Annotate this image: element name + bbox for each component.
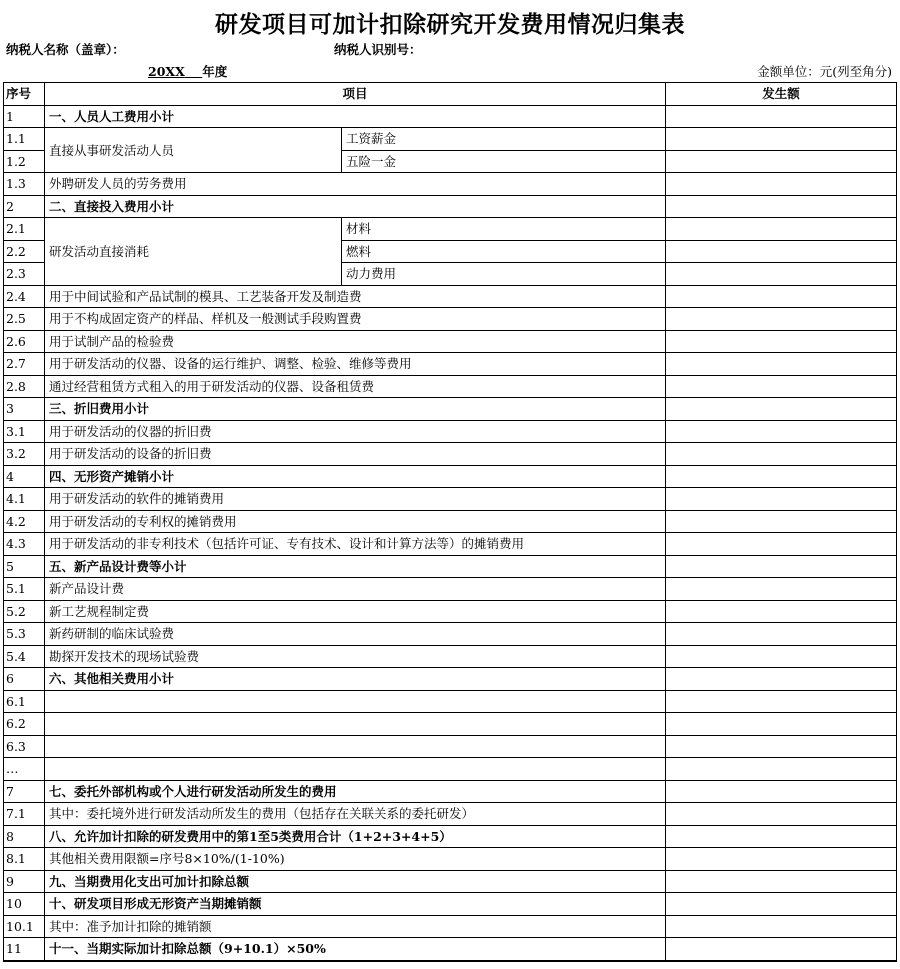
row-item-label xyxy=(45,735,666,758)
row-amount-cell[interactable] xyxy=(666,938,897,961)
row-number: 6 xyxy=(4,668,45,691)
table-row xyxy=(4,915,897,938)
table-row xyxy=(4,398,897,421)
row-number: 10 xyxy=(4,893,45,916)
row-amount-cell[interactable] xyxy=(666,713,897,736)
row-number: 2.6 xyxy=(4,330,45,353)
row-item-label: 新产品设计费 xyxy=(45,578,666,601)
row-amount-cell[interactable] xyxy=(666,510,897,533)
table-row xyxy=(4,645,897,668)
row-item-label: 十一、当期实际加计扣除总额（9+10.1）×50% xyxy=(45,938,666,961)
row-number: 1.3 xyxy=(4,173,45,196)
row-item-label: 用于研发活动的仪器、设备的运行维护、调整、检验、维修等费用 xyxy=(45,353,666,376)
table-row xyxy=(4,533,897,556)
row-sub-label: 五险一金 xyxy=(342,150,666,173)
row-item-label: 九、当期费用化支出可加计扣除总额 xyxy=(45,870,666,893)
form-title: 研发项目可加计扣除研究开发费用情况归集表 xyxy=(215,11,685,38)
row-amount-cell[interactable] xyxy=(666,308,897,331)
row-number: 1.1 xyxy=(4,128,45,151)
table-row xyxy=(4,285,897,308)
row-number: 11 xyxy=(4,938,45,961)
row-amount-cell[interactable] xyxy=(666,780,897,803)
table-row xyxy=(4,848,897,871)
row-amount-cell[interactable] xyxy=(666,195,897,218)
row-item-label: 其中：委托境外进行研发活动所发生的费用（包括存在关联关系的委托研发） xyxy=(45,803,666,826)
row-number: 2.7 xyxy=(4,353,45,376)
row-sub-label: 燃料 xyxy=(342,240,666,263)
table-row xyxy=(4,488,897,511)
row-number: 6.1 xyxy=(4,690,45,713)
row-amount-cell[interactable] xyxy=(666,375,897,398)
table-row xyxy=(4,555,897,578)
table-row xyxy=(4,195,897,218)
row-amount-cell[interactable] xyxy=(666,758,897,781)
row-number: 2.5 xyxy=(4,308,45,331)
row-item-label: 勘探开发技术的现场试验费 xyxy=(45,645,666,668)
row-amount-cell[interactable] xyxy=(666,848,897,871)
row-group-label: 直接从事研发活动人员 xyxy=(45,128,342,173)
row-item-label: 七、委托外部机构或个人进行研发活动所发生的费用 xyxy=(45,780,666,803)
row-amount-cell[interactable] xyxy=(666,645,897,668)
row-item-label: 四、无形资产摊销小计 xyxy=(45,465,666,488)
row-number: 4 xyxy=(4,465,45,488)
row-amount-cell[interactable] xyxy=(666,488,897,511)
table-row xyxy=(4,758,897,781)
row-number: 7.1 xyxy=(4,803,45,826)
row-item-label: 新药研制的临床试验费 xyxy=(45,623,666,646)
tax-year-suffix: 年度 xyxy=(202,64,228,79)
table-header-row xyxy=(4,83,897,106)
row-amount-cell[interactable] xyxy=(666,668,897,691)
row-number: 8.1 xyxy=(4,848,45,871)
row-item-label: 五、新产品设计费等小计 xyxy=(45,555,666,578)
row-item-label: 新工艺规程制定费 xyxy=(45,600,666,623)
table-row xyxy=(4,465,897,488)
row-number: 2.4 xyxy=(4,285,45,308)
row-item-label: 用于研发活动的软件的摊销费用 xyxy=(45,488,666,511)
row-amount-cell[interactable] xyxy=(666,263,897,286)
row-number: 8 xyxy=(4,825,45,848)
row-item-label: 外聘研发人员的劳务费用 xyxy=(45,173,666,196)
row-number: 3.1 xyxy=(4,420,45,443)
table-row xyxy=(4,443,897,466)
row-amount-cell[interactable] xyxy=(666,915,897,938)
row-amount-cell[interactable] xyxy=(666,150,897,173)
table-row xyxy=(4,218,897,241)
tax-year-value: 20XX xyxy=(148,64,185,79)
row-item-label: 三、折旧费用小计 xyxy=(45,398,666,421)
row-amount-cell[interactable] xyxy=(666,870,897,893)
row-amount-cell[interactable] xyxy=(666,353,897,376)
row-number: 4.1 xyxy=(4,488,45,511)
row-item-label: 八、允许加计扣除的研发费用中的第1至5类费用合计（1+2+3+4+5） xyxy=(45,825,666,848)
row-number: 5.1 xyxy=(4,578,45,601)
table-row xyxy=(4,713,897,736)
row-item-label xyxy=(45,690,666,713)
header-amount: 发生额 xyxy=(666,83,897,106)
expense-table xyxy=(3,82,897,962)
row-amount-cell[interactable] xyxy=(666,690,897,713)
row-number: 5.4 xyxy=(4,645,45,668)
header-no: 序号 xyxy=(4,83,45,106)
taxpayer-id-label: 纳税人识别号： xyxy=(334,42,422,57)
row-amount-cell[interactable] xyxy=(666,105,897,128)
row-number: 7 xyxy=(4,780,45,803)
amount-unit-label: 金额单位：元(列至角分) xyxy=(757,64,892,79)
row-number: 2.2 xyxy=(4,240,45,263)
row-amount-cell[interactable] xyxy=(666,803,897,826)
row-item-label: 十、研发项目形成无形资产当期摊销额 xyxy=(45,893,666,916)
table-row xyxy=(4,870,897,893)
row-amount-cell[interactable] xyxy=(666,893,897,916)
row-number: 10.1 xyxy=(4,915,45,938)
row-number: 3.2 xyxy=(4,443,45,466)
table-row xyxy=(4,375,897,398)
row-amount-cell[interactable] xyxy=(666,533,897,556)
table-row xyxy=(4,893,897,916)
row-item-label: 用于不构成固定资产的样品、样机及一般测试手段购置费 xyxy=(45,308,666,331)
table-row xyxy=(4,668,897,691)
row-number: 2 xyxy=(4,195,45,218)
row-number: 6.2 xyxy=(4,713,45,736)
row-number: 2.8 xyxy=(4,375,45,398)
row-amount-cell[interactable] xyxy=(666,240,897,263)
table-row xyxy=(4,825,897,848)
row-item-label xyxy=(45,758,666,781)
row-item-label: 用于试制产品的检验费 xyxy=(45,330,666,353)
row-item-label: 一、人员人工费用小计 xyxy=(45,105,666,128)
row-item-label: 用于中间试验和产品试制的模具、工艺装备开发及制造费 xyxy=(45,285,666,308)
row-item-label: 用于研发活动的非专利技术（包括许可证、专有技术、设计和计算方法等）的摊销费用 xyxy=(45,533,666,556)
table-row xyxy=(4,105,897,128)
row-sub-label: 动力费用 xyxy=(342,263,666,286)
row-amount-cell[interactable] xyxy=(666,218,897,241)
row-item-label xyxy=(45,713,666,736)
row-amount-cell[interactable] xyxy=(666,825,897,848)
table-row xyxy=(4,128,897,151)
table-row xyxy=(4,600,897,623)
row-item-label: 用于研发活动的专利权的摊销费用 xyxy=(45,510,666,533)
row-number: 2.1 xyxy=(4,218,45,241)
row-number: 4.3 xyxy=(4,533,45,556)
row-number: 5 xyxy=(4,555,45,578)
row-amount-cell[interactable] xyxy=(666,600,897,623)
row-number: 2.3 xyxy=(4,263,45,286)
row-item-label: 二、直接投入费用小计 xyxy=(45,195,666,218)
row-number: 9 xyxy=(4,870,45,893)
row-item-label: 通过经营租赁方式租入的用于研发活动的仪器、设备租赁费 xyxy=(45,375,666,398)
row-sub-label: 工资薪金 xyxy=(342,128,666,151)
row-item-label: 用于研发活动的设备的折旧费 xyxy=(45,443,666,466)
row-amount-cell[interactable] xyxy=(666,465,897,488)
table-row xyxy=(4,780,897,803)
row-item-label: 其他相关费用限额=序号8×10%/(1-10%) xyxy=(45,848,666,871)
row-number: 5.3 xyxy=(4,623,45,646)
row-number: 6.3 xyxy=(4,735,45,758)
row-number: 1 xyxy=(4,105,45,128)
header-item: 项目 xyxy=(45,83,666,106)
row-amount-cell[interactable] xyxy=(666,443,897,466)
table-row xyxy=(4,938,897,961)
row-amount-cell[interactable] xyxy=(666,128,897,151)
tax-year xyxy=(148,62,227,80)
row-item-label: 用于研发活动的仪器的折旧费 xyxy=(45,420,666,443)
table-row xyxy=(4,803,897,826)
row-amount-cell[interactable] xyxy=(666,623,897,646)
table-row xyxy=(4,173,897,196)
table-row xyxy=(4,735,897,758)
row-amount-cell[interactable] xyxy=(666,330,897,353)
table-row xyxy=(4,330,897,353)
row-number: 4.2 xyxy=(4,510,45,533)
row-amount-cell[interactable] xyxy=(666,420,897,443)
row-number: 5.2 xyxy=(4,600,45,623)
row-number: … xyxy=(4,758,45,781)
row-amount-cell[interactable] xyxy=(666,735,897,758)
row-amount-cell[interactable] xyxy=(666,578,897,601)
row-amount-cell[interactable] xyxy=(666,285,897,308)
row-number: 1.2 xyxy=(4,150,45,173)
row-amount-cell[interactable] xyxy=(666,555,897,578)
row-amount-cell[interactable] xyxy=(666,398,897,421)
row-item-label: 六、其他相关费用小计 xyxy=(45,668,666,691)
row-amount-cell[interactable] xyxy=(666,173,897,196)
row-group-label: 研发活动直接消耗 xyxy=(45,218,342,286)
table-row xyxy=(4,420,897,443)
row-sub-label: 材料 xyxy=(342,218,666,241)
table-row xyxy=(4,690,897,713)
table-row xyxy=(4,308,897,331)
table-row xyxy=(4,623,897,646)
row-number: 3 xyxy=(4,398,45,421)
taxpayer-name-label: 纳税人名称（盖章）： xyxy=(6,42,125,57)
table-row xyxy=(4,353,897,376)
table-row xyxy=(4,578,897,601)
row-item-label: 其中：准予加计扣除的摊销额 xyxy=(45,915,666,938)
table-row xyxy=(4,510,897,533)
